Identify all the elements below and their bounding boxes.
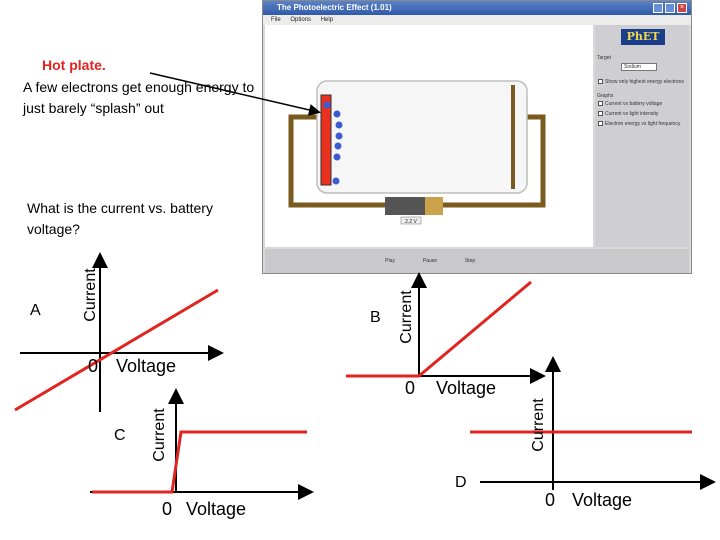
battery-voltage: 2.2 V	[405, 219, 417, 225]
question-text: What is the current vs. battery voltage?	[27, 200, 213, 237]
graph-d-x-label: Voltage	[572, 490, 633, 510]
pause-button[interactable]: Pause	[422, 258, 438, 264]
callout-arrow	[150, 73, 318, 112]
graph-d-origin: 0	[545, 490, 556, 510]
hot-plate-title: Hot plate.	[42, 57, 106, 73]
graph-b-x-label: Voltage	[436, 378, 497, 398]
graph-c-origin: 0	[162, 499, 173, 519]
hot-plate-text: A few electrons get enough energy to just barely “splash” out	[23, 79, 255, 116]
target-value: Sodium	[624, 64, 641, 70]
graph-option: Electron energy vs light frequency	[605, 121, 681, 127]
graph-d-y-label: Current	[530, 398, 547, 452]
window-title: The Photoelectric Effect (1.01)	[263, 1, 691, 15]
graph-option: Current vs light intensity	[605, 111, 659, 117]
graph-a-y-label: Current	[82, 268, 99, 322]
close-icon[interactable]: ×	[677, 3, 687, 13]
graph-d-letter: D	[455, 474, 467, 491]
graph-b-origin: 0	[405, 378, 416, 398]
graph-c-y-label: Current	[151, 408, 168, 462]
show-energy-label: Show only highest energy electrons	[605, 79, 684, 85]
graph-c-x-label: Voltage	[186, 499, 247, 519]
target-label: Target	[597, 55, 611, 61]
play-button[interactable]: Play	[385, 258, 395, 264]
menu-file[interactable]: File	[271, 17, 281, 23]
graph-a-x-label: Voltage	[116, 356, 177, 376]
graph-b-curve	[346, 282, 531, 376]
phet-logo: PhET	[621, 29, 665, 45]
graph-b-letter: B	[370, 309, 381, 326]
graph-a-origin: 0	[88, 356, 99, 376]
menu-options[interactable]: Options	[290, 17, 312, 23]
graphs-label: Graphs	[597, 93, 614, 99]
graph-a-letter: A	[30, 302, 41, 319]
graph-a-curve	[15, 290, 218, 410]
step-button[interactable]: Step	[464, 258, 476, 264]
menu-help[interactable]: Help	[320, 17, 334, 23]
graph-b-y-label: Current	[398, 290, 415, 344]
graph-c-letter: C	[114, 427, 126, 444]
graph-option: Current vs battery voltage	[605, 101, 663, 107]
